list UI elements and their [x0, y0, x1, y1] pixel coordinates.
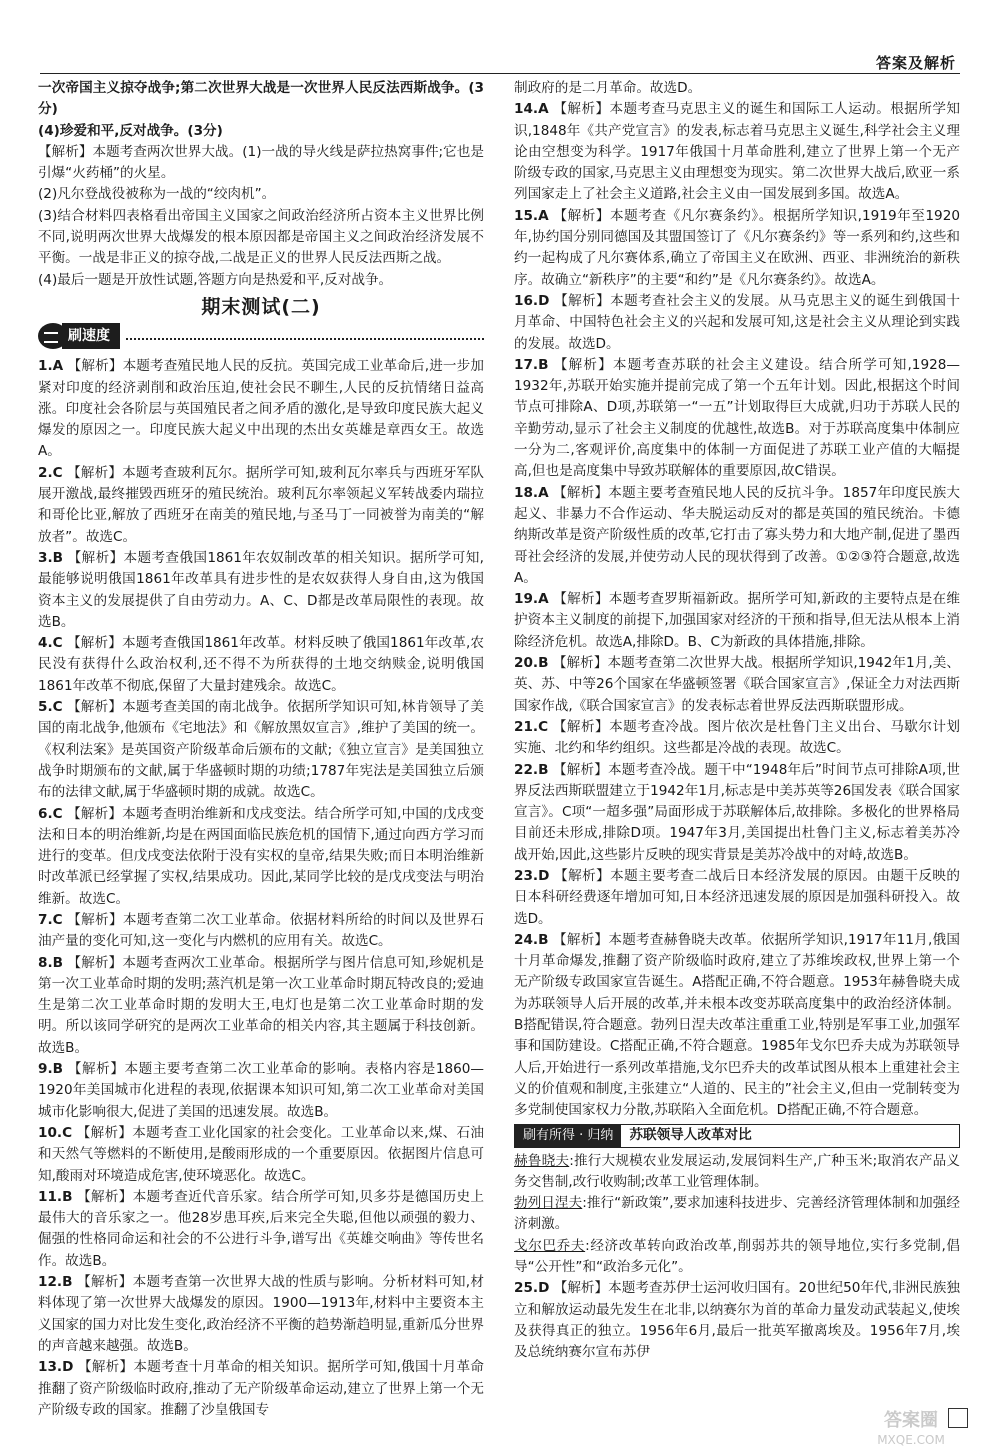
answer-number: 1.A — [38, 358, 64, 375]
right-answer-list — [514, 99, 960, 1121]
summary-row-text: :推行大规模农业发展运动,发展饲料生产,广种玉米;取消农产品义务交售制,改行收购制;改革工业管理体制。 — [514, 1152, 961, 1190]
answer-number: 5.C — [38, 699, 63, 716]
answer-text: 【解析】本题考查俄国1861年改革。材料反映了俄国1861年改革,农民没有获得什么政治权利,还不得不为所获得的土地交纳赎金,说明俄国1861年改革不彻底,保留了大量封建残余。故选C。 — [38, 635, 485, 694]
answer-item — [38, 633, 484, 697]
answer-text: 【解析】本题考查赫鲁晓夫改革。依据所学知识,1917年11月,俄国十月革命爆发,推翻了资产阶级临时政府,建立了苏维埃政权,世界上第一个无产阶级专政国家宣告诞生。A搭配正确,不符合题意。1953年赫鲁晓夫成为苏联领导人后开展的改革,并未根本改变苏联高度集中的政治经济体制。B搭配错误,符合题意。勃列日涅夫改革注重重工业,特别是军事工业,加强军事和国防建设。C搭配正确,不符合题意。1985年戈尔巴乔夫成为苏联领导人后,开始进行一系列改革措施,戈尔巴乔夫的改革试图从根本上重建社会主义的价值观和制度,主张建立“人道的、民主的”社会主义,但由一党制转变为多党制使国家权力分散,苏联陷入全面危机。D搭配正确,不符合题意。 — [514, 931, 960, 1119]
answer-item — [38, 1272, 484, 1357]
answer-item — [514, 355, 960, 483]
answer-item — [38, 463, 484, 548]
answer-text: 【解析】本题考查玻利瓦尔。据所学可知,玻利瓦尔率兵与西班牙军队展开激战,最终摧毁西班牙的殖民统治。玻利瓦尔率领起义军转战委内瑞拉和哥伦比亚,解放了西班牙在南美的殖民地,与圣马丁一同被誉为南美的“解放者”。故选C。 — [38, 464, 484, 545]
svg-text:答案圈: 答案圈 — [884, 1410, 938, 1431]
answer-item — [38, 1059, 484, 1123]
answer-number: 24.B — [514, 931, 549, 948]
answer-text: 【解析】本题考查工业化国家的社会变化。工业革命以来,煤、石油和天然气等燃料的不断使用,是酸雨形成的一个重要原因。依据图片信息可知,酸雨对环境造成危害,使环境恶化。故选C。 — [38, 1124, 484, 1184]
answer-item — [514, 717, 960, 760]
answer-item — [514, 760, 960, 866]
summary-row — [514, 1236, 960, 1279]
answer-item — [38, 953, 484, 1059]
summary-leader-name: 勃列日涅夫 — [514, 1195, 583, 1212]
right-column — [514, 78, 960, 1364]
summary-badge: 刷有所得 · 归纳 — [515, 1125, 621, 1147]
answer-item — [514, 483, 960, 589]
intro-line: 一次帝国主义掠夺战争;第二次世界大战是一次世界人民反法西斯战争。(3分) — [38, 80, 484, 118]
speed-badge — [38, 322, 484, 350]
summary-row-text: :推行“新政策”,要求加速科技进步、完善经济管理体制和加强经济刺激。 — [514, 1195, 961, 1233]
speed-disc-icon — [38, 322, 68, 350]
left-column — [38, 78, 484, 1421]
answer-number: 11.B — [38, 1188, 73, 1205]
answer-number: 13.D — [38, 1359, 74, 1376]
answer-text: 【解析】本题考查美国的南北战争。依据所学知识可知,林肯领导了美国的南北战争,他颁布《宅地法》和《解放黑奴宣言》,维护了美国的统一。《权利法案》是英国资产阶级革命后颁布的文献;《独立宣言》是美国独立战争时期颁布的文献,属于华盛顿时期的功绩;1787年宪法是美国独立后颁布的法律文献,属于华盛顿时期的成就。故选C。 — [38, 699, 484, 801]
answer-text: 【解析】本题考查殖民地人民的反抗。英国完成工业革命后,进一步加紧对印度的经济剥削和政治压迫,使社会民不聊生,人民的反抗情绪日益高涨。印度社会各阶层与英国殖民者之间矛盾的激化,是导致印度民族大起义爆发的原因之一。印度民族大起义中出现的杰出女英雄是章西女王。故选A。 — [38, 358, 484, 460]
answer-number: 15.A — [514, 207, 549, 224]
answer-text: 【解析】本题考查明治维新和戊戌变法。结合所学可知,中国的戊戌变法和日本的明治维新,均是在两国面临民族危机的国情下,通过向西方学习而进行的变革。但戊戌变法依附于没有实权的皇帝,结果失败;而日本明治维新时改革派已经掌握了实权,结果成功。因此,某同学比较的是戊戌变法与明治维新。故选C。 — [38, 805, 484, 907]
answer-item — [38, 1187, 484, 1272]
intro-line: (4)珍爱和平,反对战争。(3分) — [38, 122, 223, 139]
answer-item — [38, 548, 484, 633]
watermark-logo — [866, 1404, 956, 1450]
answer-item — [514, 1278, 960, 1363]
answer-item — [38, 356, 484, 462]
answer-item — [514, 589, 960, 653]
answer-text: 【解析】本题主要考查殖民地人民的反抗斗争。1857年印度民族大起义、非暴力不合作运动、华夫脱运动反对的都是英国的殖民统治。卡德纳斯改革是资产阶级性质的改革,它打击了寡头势力和大地产制,促进了墨西哥社会经济的发展,并使劳动人民的现状得到了改善。①②③符合题意,故选A。 — [514, 484, 960, 586]
summary-title: 苏联领导人改革对比 — [629, 1126, 752, 1143]
intro-line: (4)最后一题是开放性试题,答题方向是热爱和平,反对战争。 — [38, 271, 393, 288]
answer-text: 【解析】本题考查俄国1861年农奴制改革的相关知识。据所学可知,最能够说明俄国1861年改革具有进步性的是农奴获得人身自由,这为俄国资本主义的发展提供了自由劳动力。A、C、D都是改革局限性的表现。故选B。 — [38, 549, 484, 630]
answer-item — [514, 206, 960, 291]
header-tag: 答案及解析 — [875, 54, 956, 72]
answer-text: 【解析】本题考查第二次世界大战。根据所学知识,1942年1月,美、英、苏、中等26个国家在华盛顿签署《联合国家宣言》,保证全力对法西斯国家作战,《联合国家宣言》的发表标志着世界反法西斯联盟形成。 — [514, 655, 960, 714]
answer-item — [514, 866, 960, 930]
answer-number: 6.C — [38, 805, 63, 822]
answer-number: 20.B — [514, 655, 549, 672]
dotted-divider — [126, 338, 484, 340]
left-answer-list — [38, 356, 484, 1421]
summary-list — [514, 1151, 960, 1279]
answer-number: 17.B — [514, 356, 549, 373]
answer-number: 16.D — [514, 292, 550, 309]
answer-number: 10.C — [38, 1124, 73, 1141]
answer-item — [514, 653, 960, 717]
answer-number: 8.B — [38, 954, 63, 971]
answer-text: 【解析】本题考查两次工业革命。根据所学与图片信息可知,珍妮机是第一次工业革命时期的发明;蒸汽机是第一次工业革命时期瓦特改良的;爱迪生是第二次工业革命时期的发明大王,电灯也是第二次工业革命时期的发明。所以该同学研究的是两次工业革命的相关内容,其主题属于科技创新。故选B。 — [38, 954, 484, 1056]
summary-row-text: :经济改革转向政治改革,削弱苏共的领导地位,实行多党制,倡导“公开性”和“政治多元化”。 — [514, 1237, 961, 1276]
speed-badge-label: 刷速度 — [62, 323, 120, 349]
answer-item — [38, 1357, 484, 1421]
svg-text:MXQE.COM: MXQE.COM — [877, 1433, 945, 1447]
summary-leader-name: 戈尔巴乔夫 — [514, 1237, 586, 1254]
answer-item — [38, 697, 484, 803]
answer-number: 4.C — [38, 635, 63, 652]
answer-text: 【解析】本题考查苏联的社会主义建设。结合所学可知,1928—1932年,苏联开始实施并提前完成了第一个五年计划。因此,根据这个时间节点可排除A、D项,苏联第一“一五”计划取得巨大成就,归功于苏联人民的辛勤劳动,显示了社会主义制度的优越性,故选B。对于苏联高度集中体制应一分为二,客观评价,高度集中的体制一方面促进了苏联工业产值的大幅提高,但也是高度集中导致苏联解体的重要原因,故C错误。 — [514, 356, 960, 480]
answer-text: 【解析】本题考查《凡尔赛条约》。根据所学知识,1919年至1920年,协约国分别同德国及其盟国签订了《凡尔赛条约》等一系列和约,这些和约一起构成了凡尔赛体系,确立了帝国主义在欧洲、西亚、非洲统治的新秩序。故确立“新秩序”的主要“和约”是《凡尔赛条约》。故选A。 — [514, 207, 960, 288]
intro-line: (3)结合材料四表格看出帝国主义国家之间政治经济所占资本主义世界比例不同,说明两次世界大战爆发的根本原因都是帝国主义之间政治经济发展不平衡。一战是非正义的掠夺战,二战是正义的世界人民反法西斯之战。 — [38, 207, 484, 267]
answer-number: 22.B — [514, 761, 549, 778]
answer-text: 【解析】本题考查冷战。题干中“1948年后”时间节点可排除A项,世界反法西斯联盟建立于1942年1月,标志是中美苏英等26国发表《联合国家宣言》。C项“一超多强”局面形成于苏联解体后,故排除。多极化的世界格局目前还未形成,排除D项。1947年3月,美国提出杜鲁门主义,标志着美苏冷战开始,因此,这些影片反映的现实背景是美苏冷战中的对峙,故选B。 — [514, 761, 960, 863]
answer-text: 【解析】本题主要考查第二次工业革命的影响。表格内容是1860—1920年美国城市化进程的表现,依据课本知识可知,第二次工业革命对美国城市化影响很大,促进了美国的迅速发展。故选B。 — [38, 1061, 485, 1120]
answer-number: 9.B — [38, 1061, 63, 1078]
answer-text: 【解析】本题考查近代音乐家。结合所学可知,贝多芬是德国历史上最伟大的音乐家之一。他28岁患耳疾,后来完全失聪,但他以顽强的毅力、倔强的性格同命运和社会的不公进行斗争,谱写出《英雄交响曲》等传世名作。故选B。 — [38, 1188, 484, 1269]
answer-text: 【解析】本题考查十月革命的相关知识。据所学可知,俄国十月革命推翻了资产阶级临时政府,推动了无产阶级革命运动,建立了世界上第一个无产阶级专政的国家。推翻了沙皇俄国专 — [38, 1359, 484, 1418]
answer-number: 7.C — [38, 911, 63, 928]
answer-text: 【解析】本题考查社会主义的发展。从马克思主义的诞生到俄国十月革命、中国特色社会主义的兴起和发展可知,这是社会主义从理论到实践的发展。故选D。 — [514, 292, 961, 352]
answer-number: 12.B — [38, 1274, 73, 1291]
answer-number: 25.D — [514, 1280, 550, 1297]
summary-header — [514, 1124, 960, 1148]
summary-row — [514, 1151, 960, 1194]
answer-number: 18.A — [514, 484, 549, 501]
summary-leader-name: 赫鲁晓夫 — [514, 1152, 570, 1169]
answer-text: 【解析】本题考查第一次世界大战的性质与影响。分析材料可知,材料体现了第一次世界大战爆发的原因。1900—1913年,材料中主要资本主义国家的国力对比发生变化,政治经济不平衡的趋势渐趋明显,重新瓜分世界的声音越来越强。故选B。 — [38, 1274, 484, 1354]
answer-text: 【解析】本题主要考查二战后日本经济发展的原因。由题干反映的日本科研经费逐年增加可知,日本经济迅速发展的原因是加强科研投入。故选D。 — [514, 867, 961, 927]
intro-line: 【解析】本题考查两次世界大战。(1)一战的导火线是萨拉热窝事件;它也是引爆“火药桶”的火星。 — [38, 143, 484, 182]
answer-number: 23.D — [514, 867, 550, 884]
continuation-text: 制政府的是二月革命。故选D。 — [514, 80, 702, 96]
answer-number: 14.A — [514, 101, 549, 118]
answer-item — [38, 804, 484, 910]
answer-item — [514, 930, 960, 1122]
answer-item — [514, 99, 960, 205]
answer-number: 2.C — [38, 464, 63, 481]
answer-text: 【解析】本题考查苏伊士运河收归国有。20世纪50年代,非洲民族独立和解放运动最先发生在北非,以纳赛尔为首的革命力量发动武装起义,使埃及获得真正的独立。1956年6月,最后一批英军撤离埃及。1956年7月,埃及总统纳赛尔宣布苏伊 — [514, 1280, 960, 1361]
answer-item — [38, 910, 484, 953]
answer-number: 3.B — [38, 549, 63, 566]
answer-number: 21.C — [514, 718, 549, 735]
answer-text: 【解析】本题考查马克思主义的诞生和国际工人运动。根据所学知识,1848年《共产党宣言》的发表,标志着马克思主义诞生,科学社会主义理论由空想变为科学。1917年俄国十月革命胜利,建立了世界上第一个无产阶级专政的国家,马克思主义由理想变为现实。第二次世界大战后,欧亚一系列国家走上了社会主义道路,社会主义由一国发展到多国。故选A。 — [514, 101, 960, 203]
header-divider — [40, 73, 960, 74]
answer-text: 【解析】本题考查罗斯福新政。据所学可知,新政的主要特点是在维护资本主义制度的前提下,加强国家对经济的干预和指导,但无法从根本上消除经济危机。故选A,排除D。B、C为新政的具体措施,排除。 — [514, 591, 960, 650]
section-title: 期末测试(二) — [201, 295, 321, 318]
intro-line: (2)凡尔登战役被称为一战的“绞肉机”。 — [38, 186, 276, 203]
answer-item — [38, 1123, 484, 1187]
answer-text: 【解析】本题考查冷战。图片依次是杜鲁门主义出台、马歇尔计划实施、北约和华约组织。这些都是冷战的表现。故选C。 — [514, 718, 961, 757]
answer-text: 【解析】本题考查第二次工业革命。依据材料所给的时间以及世界石油产量的变化可知,这一变化与内燃机的应用有关。故选C。 — [38, 911, 485, 950]
answer-number: 19.A — [514, 591, 549, 608]
answer-item — [514, 291, 960, 355]
summary-row — [514, 1193, 960, 1236]
page-header — [0, 0, 1000, 70]
